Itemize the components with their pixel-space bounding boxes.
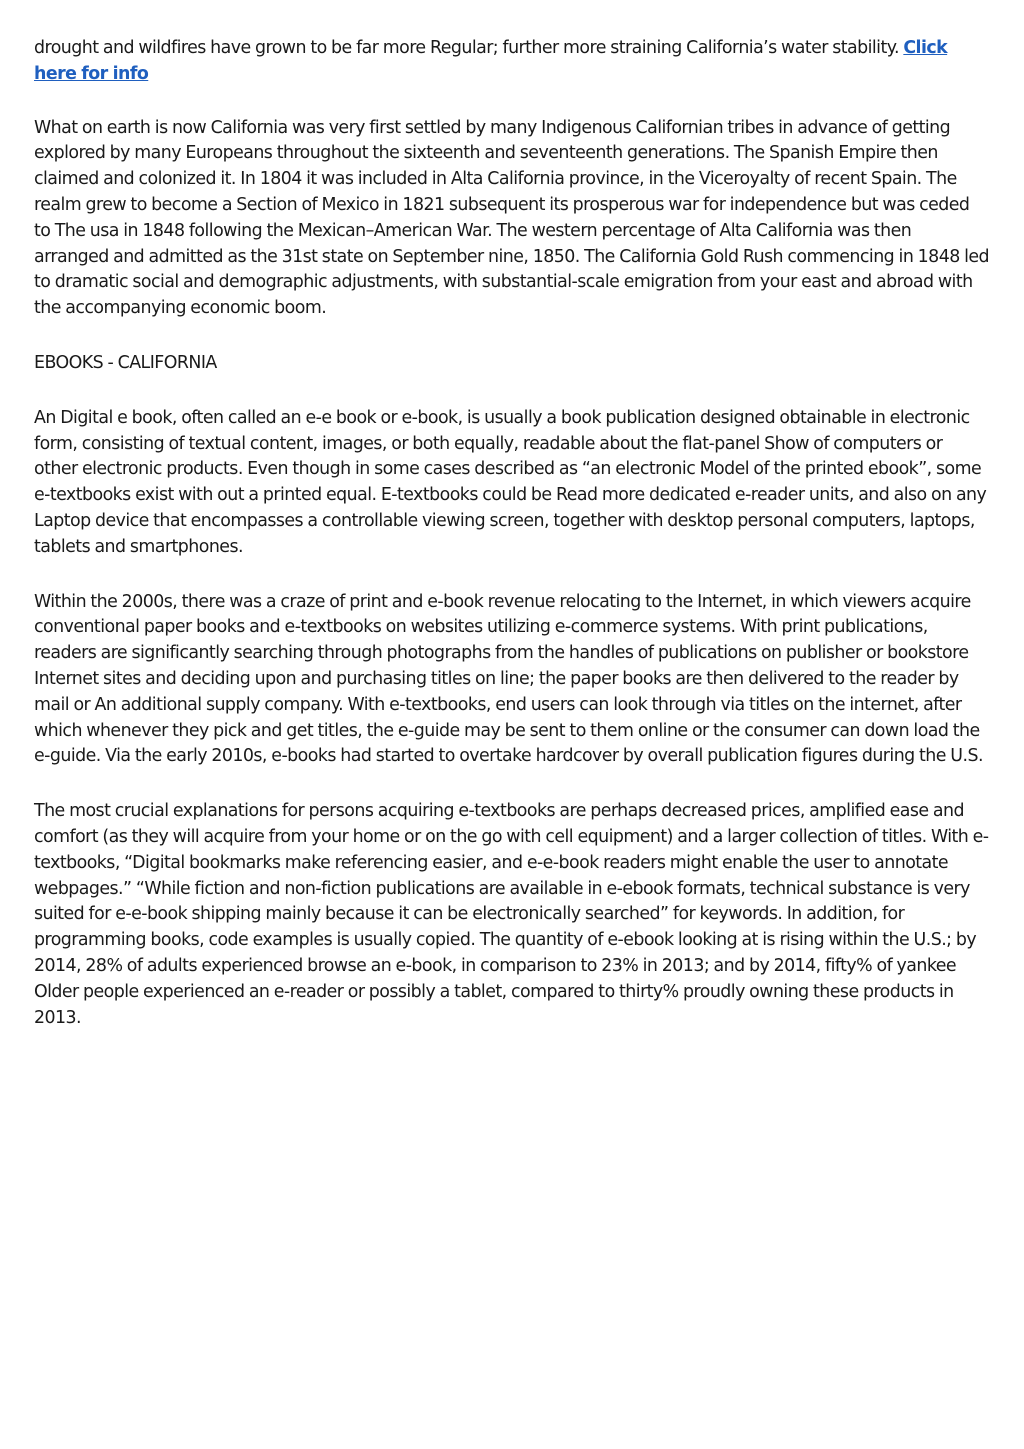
document-body <box>34 36 990 1060</box>
paragraph-ebook-definition: An Digital e book, often called an e-e book or e-book, is usually a book publication designed obtainable in electronic form, consisting of textual content, images, or both equally, readable about the flat-panel Show of computers or other electronic products. Even though in some cases described as “an electronic Model of the printed ebook”, some e-textbooks exist with out a printed equal. E-textbooks could be Read more dedicated e-reader units, and also on any Laptop device that encompasses a controllable viewing screen, together with desktop personal computers, laptops, tablets and smartphones. <box>34 407 987 557</box>
paragraph-ebook-reasons: The most crucial explanations for persons acquiring e-textbooks are perhaps decreased prices, amplified ease and comfort (as they will acquire from your home or on the go with cell equipment) and a larger collection of titles. With e-textbooks, “Digital bookmarks make referencing easier, and e-e-book readers might enable the user to annotate webpages.” “While fiction and non-fiction publications are available in e-ebook formats, technical substance is very suited for e-e-book shipping mainly because it can be electronically searched” for keywords. In addition, for programming books, code examples is usually copied. The quantity of e-ebook looking at is rising within the U.S.; by 2014, 28% of adults experienced browse an e-book, in comparison to 23% in 2013; and by 2014, fifty% of yankee Older people experienced an e-reader or possibly a tablet, compared to thirty% proudly owning these products in 2013. <box>34 801 989 1028</box>
paragraph-california-history: What on earth is now California was very first settled by many Indigenous Californian tribes in advance of getting explored by many Europeans throughout the sixteenth and seventeenth generations. The Spanish Empire then claimed and colonized it. In 1804 it was included in Alta California province, in the Viceroyalty of recent Spain. The realm grew to become a Section of Mexico in 1821 subsequent its prosperous war for independence but was ceded to The usa in 1848 following the Mexican–American War. The western percentage of Alta California was then arranged and admitted as the 31st state on September nine, 1850. The California Gold Rush commencing in 1848 led to dramatic social and demographic adjustments, with substantial-scale emigration from your east and abroad with the accompanying economic boom. <box>34 117 990 319</box>
click-here-for-info-link[interactable]: Click here for info <box>34 38 948 84</box>
paragraph-drought <box>34 36 990 88</box>
section-heading-ebooks-california: EBOOKS - CALIFORNIA <box>34 352 217 373</box>
paragraph-ebook-sales: Within the 2000s, there was a craze of print and e-book revenue relocating to the Internet, in which viewers acquire conventional paper books and e-textbooks on websites utilizing e-commerce systems. With print publications, readers are significantly searching through photographs from the handles of publications on publisher or bookstore Internet sites and deciding upon and purchasing titles on line; the paper books are then delivered to the reader by mail or An additional supply company. With e-textbooks, end users can look through via titles on the internet, after which whenever they pick and get titles, the e-guide may be sent to them online or the consumer can down load the e-guide. Via the early 2010s, e-books had started to overtake hardcover by overall publication figures during the U.S. <box>34 591 983 767</box>
paragraph-drought-text: drought and wildfires have grown to be far more Regular; further more straining California’s water stability. <box>34 38 904 58</box>
